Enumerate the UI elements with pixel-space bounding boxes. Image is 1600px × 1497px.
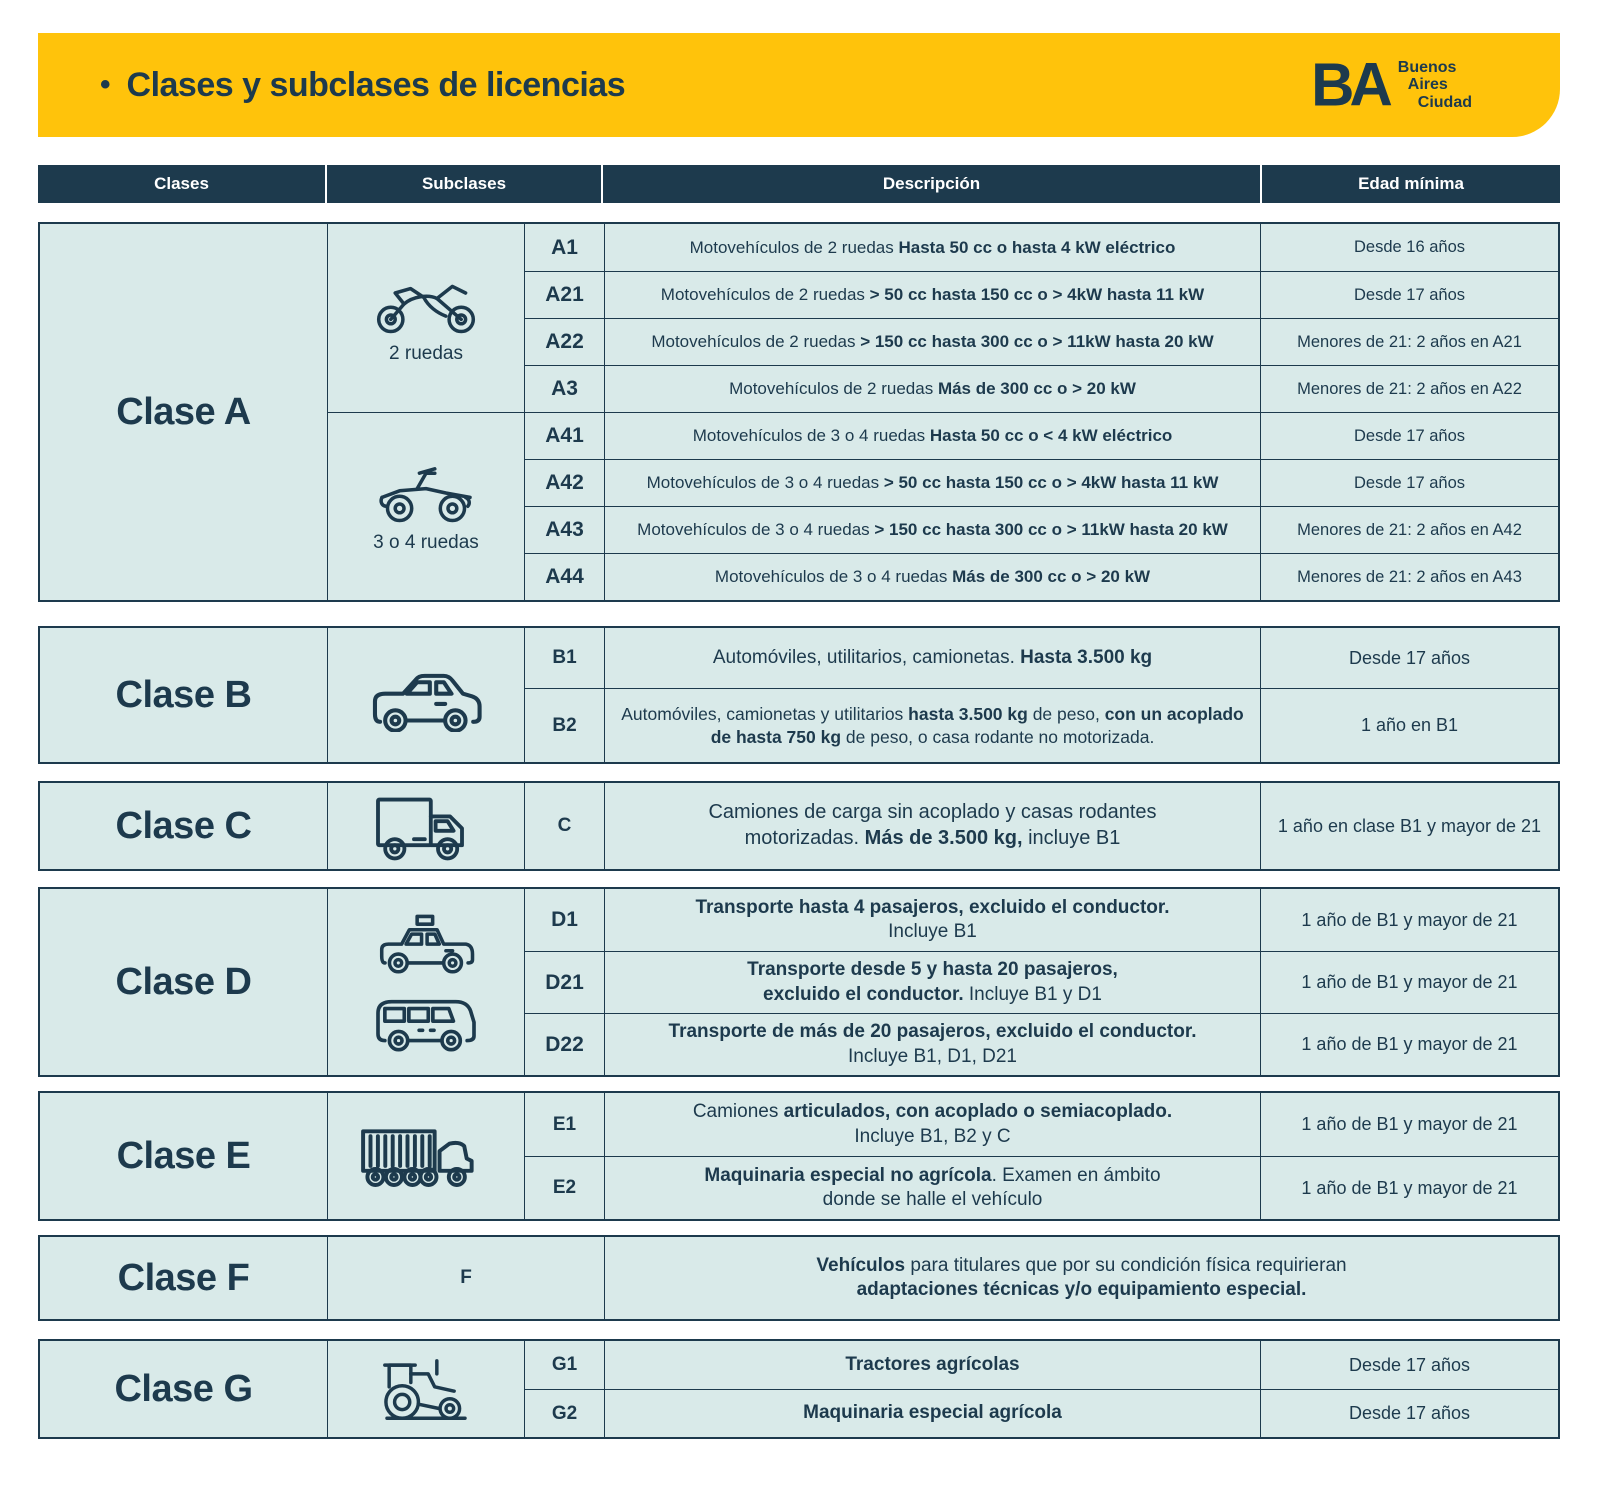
age-cell: Desde 17 años <box>1260 412 1558 459</box>
age-cell: 1 año de B1 y mayor de 21 <box>1260 1093 1558 1156</box>
page <box>38 0 1560 1439</box>
tractor-icon <box>374 1354 478 1424</box>
subclass-icon-cell <box>327 783 524 869</box>
logo-line: Ciudad <box>1417 93 1472 111</box>
subclass-icon-cell <box>327 628 524 762</box>
age-cell: 1 año de B1 y mayor de 21 <box>1260 951 1558 1013</box>
motorcycle-icon <box>370 271 482 337</box>
description-cell: Maquinaria especial no agrícola. Examen en ámbito donde se halle el vehículo <box>604 1156 1260 1219</box>
column-header-edad-minima: Edad mínima <box>1262 165 1560 203</box>
car-icon <box>364 658 488 732</box>
description-cell: Camiones de carga sin acoplado y casas rodantes motorizadas. Más de 3.500 kg, incluye B1 <box>604 783 1260 869</box>
description-cell: Motovehículos de 2 ruedas Hasta 50 cc o hasta 4 kW eléctrico <box>604 224 1260 271</box>
logo-line: Buenos <box>1397 58 1457 76</box>
icon-caption: 2 ruedas <box>389 343 463 364</box>
clase-f-block <box>38 1235 1560 1321</box>
subclass-code: A1 <box>524 224 604 271</box>
description-cell: Motovehículos de 3 o 4 ruedas > 150 cc hasta 300 cc o > 11kW hasta 20 kW <box>604 506 1260 553</box>
age-cell: 1 año de B1 y mayor de 21 <box>1260 1156 1558 1219</box>
description-cell: Motovehículos de 3 o 4 ruedas Hasta 50 cc o < 4 kW eléctrico <box>604 412 1260 459</box>
subclass-code: E2 <box>524 1156 604 1219</box>
age-cell: Menores de 21: 2 años en A42 <box>1260 506 1558 553</box>
class-name: Clase B <box>115 673 252 716</box>
subclass-icon-cell <box>327 889 524 1075</box>
ba-logo-wordmark <box>1398 59 1472 112</box>
subclass-code: A22 <box>524 318 604 365</box>
description-cell: Automóviles, camionetas y utilitarios hasta 3.500 kg de peso, con un acoplado de hasta 750 kg de peso, o casa rodante no motorizada. <box>604 688 1260 762</box>
age-cell: Desde 17 años <box>1260 459 1558 506</box>
subclass-code: G1 <box>524 1341 604 1389</box>
class-name: Clase A <box>116 390 251 433</box>
description-cell: Vehículos para titulares que por su condición física requirieran adaptaciones técnicas y/o equipamiento especial. <box>604 1237 1558 1319</box>
age-cell: 1 año de B1 y mayor de 21 <box>1260 1013 1558 1075</box>
subclass-icon-cell <box>327 412 524 600</box>
class-name: Clase G <box>114 1367 253 1410</box>
semi-truck-icon <box>358 1119 494 1193</box>
subclass-code: G2 <box>524 1389 604 1437</box>
class-name: Clase C <box>115 804 252 847</box>
class-name: Clase E <box>116 1134 251 1177</box>
page-title: Clases y subclases de licencias <box>126 65 626 104</box>
clase-g-block <box>38 1339 1560 1439</box>
description-cell: Tractores agrícolas <box>604 1341 1260 1389</box>
ba-logo <box>1311 50 1472 119</box>
subclass-code: D22 <box>524 1013 604 1075</box>
age-cell: Desde 17 años <box>1260 628 1558 688</box>
box-truck-icon <box>368 790 484 862</box>
age-cell: Menores de 21: 2 años en A21 <box>1260 318 1558 365</box>
subclass-icon-cell <box>327 1341 524 1437</box>
clase-e-block <box>38 1091 1560 1221</box>
icon-caption: 3 o 4 ruedas <box>373 531 479 553</box>
description-cell: Motovehículos de 2 ruedas > 50 cc hasta 150 cc o > 4kW hasta 11 kW <box>604 271 1260 318</box>
subclass-code: F <box>327 1237 604 1319</box>
column-header-descripcion: Descripción <box>603 165 1260 203</box>
description-cell: Automóviles, utilitarios, camionetas. Hasta 3.500 kg <box>604 628 1260 688</box>
description-cell: Transporte de más de 20 pasajeros, excluido el conductor. Incluye B1, D1, D21 <box>604 1013 1260 1075</box>
subclass-code: A41 <box>524 412 604 459</box>
clase-a-block <box>38 222 1560 602</box>
age-cell: Desde 16 años <box>1260 224 1558 271</box>
description-cell: Maquinaria especial agrícola <box>604 1389 1260 1437</box>
description-cell: Motovehículos de 2 ruedas > 150 cc hasta 300 cc o > 11kW hasta 20 kW <box>604 318 1260 365</box>
description-cell: Transporte desde 5 y hasta 20 pasajeros, excluido el conductor. Incluye B1 y D1 <box>604 951 1260 1013</box>
description-cell: Motovehículos de 3 o 4 ruedas Más de 300 cc o > 20 kW <box>604 553 1260 600</box>
ba-logo-glyph: BA <box>1311 50 1388 119</box>
subclass-icon-cell <box>327 224 524 412</box>
column-header-clases: Clases <box>38 165 325 203</box>
age-cell: 1 año de B1 y mayor de 21 <box>1260 889 1558 951</box>
class-name: Clase F <box>117 1256 250 1299</box>
table-header-row <box>38 165 1560 203</box>
clase-b-block <box>38 626 1560 764</box>
subclass-code: C <box>524 783 604 869</box>
description-cell: Camiones articulados, con acoplado o semiacoplado. Incluye B1, B2 y C <box>604 1093 1260 1156</box>
van-icon <box>370 988 482 1052</box>
description-cell: Transporte hasta 4 pasajeros, excluido el conductor. Incluye B1 <box>604 889 1260 951</box>
class-name: Clase D <box>115 960 252 1003</box>
age-cell: Desde 17 años <box>1260 1389 1558 1437</box>
age-cell: Menores de 21: 2 años en A22 <box>1260 365 1558 412</box>
column-header-subclases: Subclases <box>327 165 601 203</box>
age-cell: 1 año en clase B1 y mayor de 21 <box>1260 783 1558 869</box>
subclass-icon-cell <box>327 1093 524 1219</box>
subclass-code: B1 <box>524 628 604 688</box>
clase-c-block <box>38 781 1560 871</box>
subclass-code: A42 <box>524 459 604 506</box>
age-cell: Desde 17 años <box>1260 271 1558 318</box>
subclass-code: A3 <box>524 365 604 412</box>
quad-icon <box>370 460 482 526</box>
bullet-icon: • <box>100 68 111 101</box>
subclass-code: A43 <box>524 506 604 553</box>
subclass-code: A44 <box>524 553 604 600</box>
clase-d-block <box>38 887 1560 1077</box>
age-cell: Menores de 21: 2 años en A43 <box>1260 553 1558 600</box>
subclass-code: B2 <box>524 688 604 762</box>
taxi-icon <box>372 912 480 974</box>
age-cell: 1 año en B1 <box>1260 688 1558 762</box>
description-cell: Motovehículos de 3 o 4 ruedas > 50 cc hasta 150 cc o > 4kW hasta 11 kW <box>604 459 1260 506</box>
subclass-code: D1 <box>524 889 604 951</box>
title-wrap <box>100 66 625 105</box>
subclass-code: A21 <box>524 271 604 318</box>
subclass-code: D21 <box>524 951 604 1013</box>
age-cell: Desde 17 años <box>1260 1341 1558 1389</box>
description-cell: Motovehículos de 2 ruedas Más de 300 cc o > 20 kW <box>604 365 1260 412</box>
subclass-code: E1 <box>524 1093 604 1156</box>
banner <box>38 33 1560 137</box>
logo-line: Aires <box>1407 76 1448 94</box>
